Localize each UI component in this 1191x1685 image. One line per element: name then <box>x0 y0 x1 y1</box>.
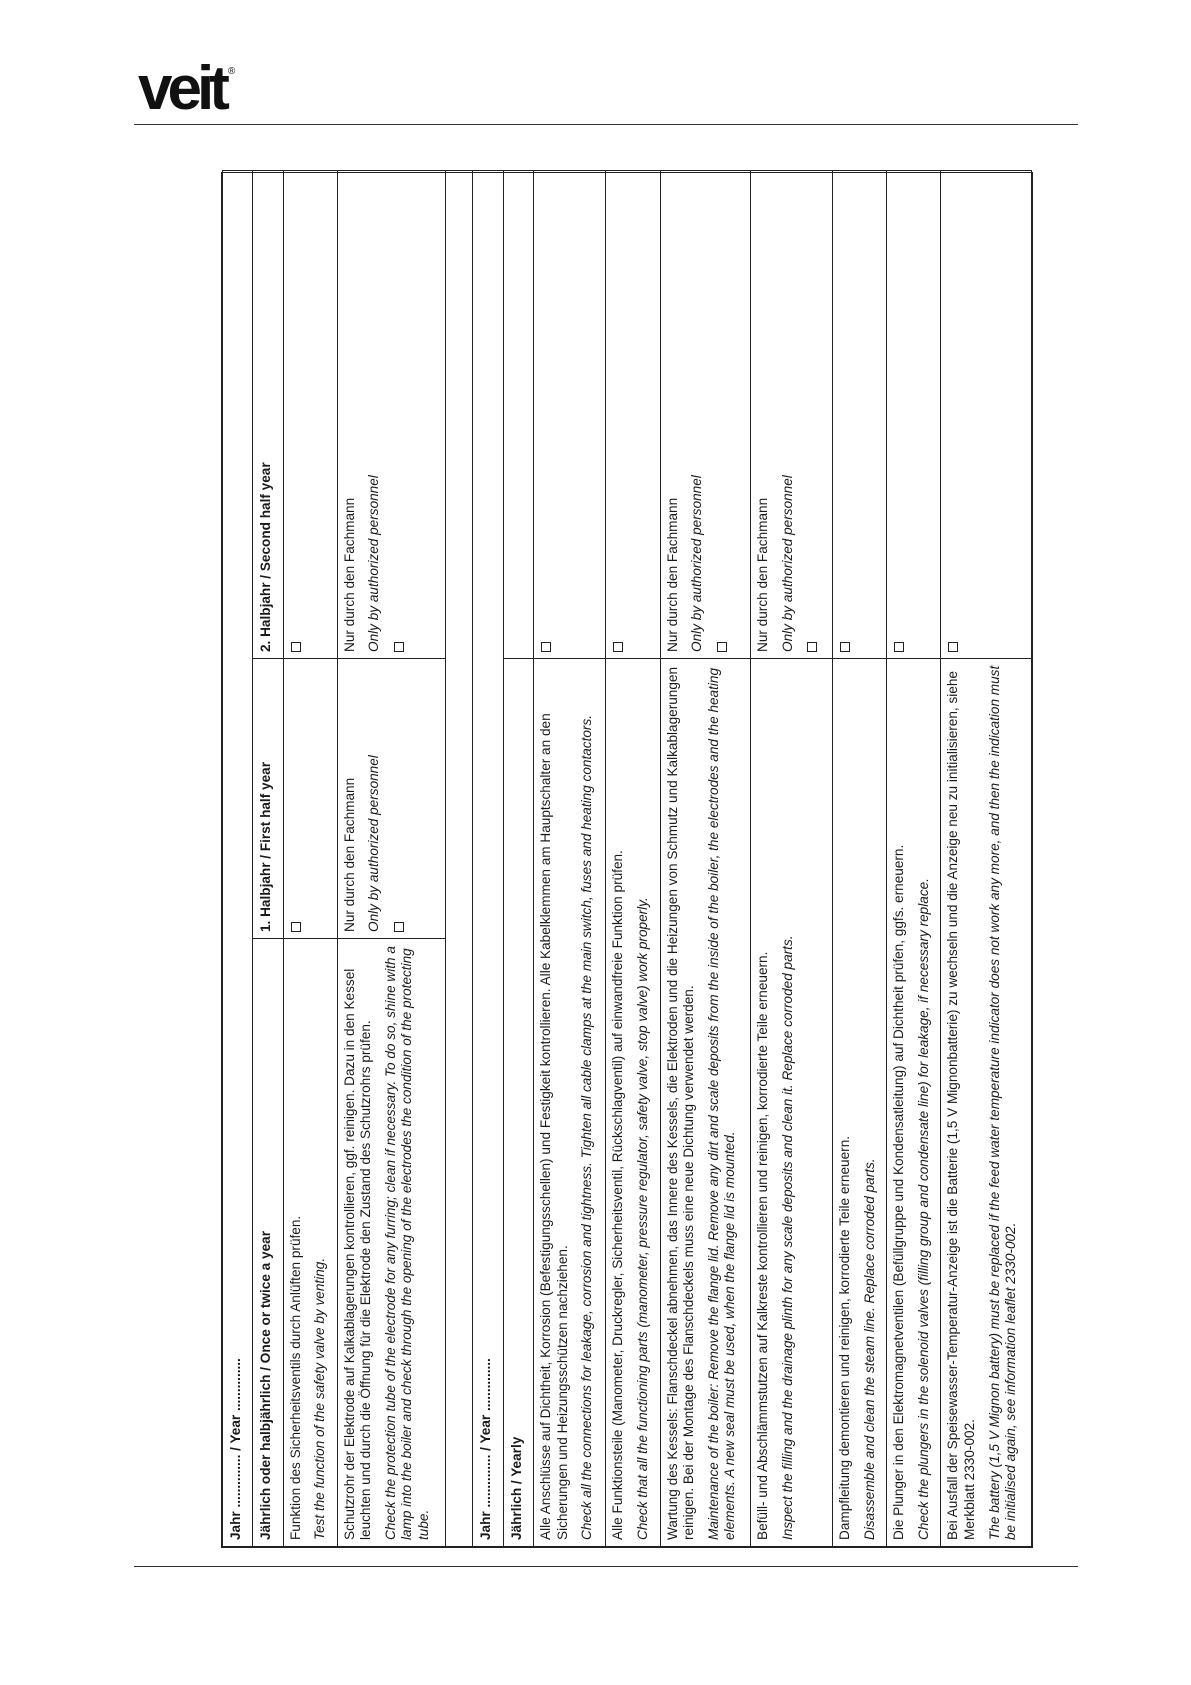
table-row <box>833 170 887 1546</box>
table-row <box>941 170 1032 1546</box>
first-half-cell <box>337 659 446 939</box>
personnel-de: Nur durch den Fachmann <box>341 777 357 932</box>
checkbox[interactable] <box>840 642 850 652</box>
task-de: Wartung des Kessels: Flanschdeckel abnehmen, das Innere des Kessels, die Elektroden und die Heizungen von Schmutz und Kalkablagerungen reinigen. Bei der Montage des Flanschdeckels muss eine neue Dichtung verwendet werden. <box>664 666 697 1540</box>
header-rule <box>134 124 1078 125</box>
task-cell <box>941 659 1032 1547</box>
task-cell <box>833 659 887 1547</box>
checkbox[interactable] <box>613 642 623 652</box>
personnel-de: Nur durch den Fachmann <box>341 497 357 652</box>
checkbox[interactable] <box>394 922 404 932</box>
registered-mark: ® <box>228 66 236 77</box>
personnel-en: Only by authorized personnel <box>689 475 705 652</box>
interval-heading: Jährlich oder halbjährlich / Once or twice a year <box>253 939 283 1547</box>
task-cell <box>283 939 337 1547</box>
table-header-row <box>253 170 283 1546</box>
task-de: Bei Ausfall der Speisewasser-Temperatur-Anzeige ist die Batterie (1,5 V Mignonbatterie) zu wechseln und die Anzeige neu zu initialisieren, siehe Merkblatt 2330-002. <box>945 671 977 1540</box>
footer-rule <box>134 1566 1078 1567</box>
task-en: Check the protection tube of the electrode for any furring; clean if necessary. To do so, shine with a lamp into the boiler and check through the opening of the electrodes the condition of the protecting tube. <box>382 946 432 1540</box>
veit-logo: veit <box>138 54 225 123</box>
interval-heading: Jährlich / Yearly <box>503 659 533 1547</box>
check-cell <box>606 170 660 658</box>
first-half-cell <box>283 659 337 939</box>
task-cell <box>606 659 660 1547</box>
check-cell <box>833 170 887 658</box>
col-first-half: 1. Halbjahr / First half year <box>253 659 283 939</box>
col-second-half: 2. Halbjahr / Second half year <box>253 170 283 658</box>
personnel-de: Nur durch den Fachmann <box>664 497 680 652</box>
table-row <box>887 170 941 1546</box>
checkbox[interactable] <box>807 642 817 652</box>
table-row <box>534 170 606 1546</box>
checkbox[interactable] <box>948 642 958 652</box>
year-row <box>473 170 503 1546</box>
check-cell <box>534 170 606 658</box>
task-en: Check the plungers in the solenoid valves (filling group and condensate line) for leakage, if necessary replace. <box>915 878 931 1540</box>
task-cell <box>337 939 446 1547</box>
task-cell <box>751 659 833 1547</box>
second-half-cell <box>337 170 446 658</box>
table-row <box>283 170 337 1546</box>
task-en: Check that all the functioning parts (manometer, pressure regulator, safety valve, stop valve) work properly. <box>635 897 651 1540</box>
task-cell <box>660 659 751 1547</box>
table-row <box>337 170 446 1546</box>
table-row <box>606 170 660 1546</box>
checkbox[interactable] <box>291 642 301 652</box>
personnel-en: Only by authorized personnel <box>366 755 382 932</box>
task-de: Alle Funktionsteile (Manometer, Druckregler, Sicherheitsventil, Rückschlagventil) auf einwandfreie Funktion prüfen. <box>610 850 626 1540</box>
task-en: Check all the connections for leakage, corrosion and tightness. Tighten all cable clamps at the main switch, fuses and heating contactors. <box>579 714 595 1540</box>
task-cell <box>887 659 941 1547</box>
task-en: The battery (1,5 V Mignon battery) must be replaced if the feed water temperature indicator does not work any more, and then the indication must be initialised again, see information leaflet 2330-002. <box>986 665 1019 1540</box>
task-de: Die Plunger in den Elektromagnetventilen (Befüllgruppe und Kondensatleitung) auf Dichtheit prüfen, ggfs. erneuern. <box>891 844 907 1540</box>
second-half-cell <box>283 170 337 658</box>
year-row <box>223 170 253 1546</box>
task-de: Alle Anschlüsse auf Dichtheit, Korrosion (Befestigungsschellen) und Festigkeit kontrollieren. Alle Kabelklemmen am Hauptschalter an den Sicherungen und Heizungsschützen nachziehen. <box>538 713 570 1540</box>
checkbox[interactable] <box>717 642 727 652</box>
header-blank <box>503 170 533 658</box>
personnel-en: Only by authorized personnel <box>779 475 795 652</box>
task-cell <box>534 659 606 1547</box>
year-label: Jahr .............. / Year .............. <box>473 170 503 1546</box>
checkbox[interactable] <box>291 922 301 932</box>
checkbox[interactable] <box>894 642 904 652</box>
checkbox[interactable] <box>541 642 551 652</box>
table-row <box>660 170 751 1546</box>
check-cell <box>751 170 833 658</box>
year-label: Jahr .............. / Year .............. <box>223 170 253 1546</box>
section-spacer <box>446 170 473 1546</box>
personnel-de: Nur durch den Fachmann <box>755 497 771 652</box>
check-cell <box>660 170 751 658</box>
personnel-en: Only by authorized personnel <box>366 475 382 652</box>
maintenance-table <box>221 172 1033 1548</box>
check-cell <box>887 170 941 658</box>
task-en: Maintenance of the boiler: Remove the flange lid. Remove any dirt and scale deposits from the inside of the boiler, the electrodes and the heating elements. A new seal must be used, when the flange lid is mounted. <box>705 667 738 1540</box>
check-cell <box>941 170 1032 658</box>
task-en: Disassemble and clean the steam line. Replace corroded parts. <box>861 1158 877 1540</box>
task-de: Dampfleitung demontieren und reinigen, korrodierte Teile erneuern. <box>837 1135 853 1540</box>
table-row <box>751 170 833 1546</box>
checkbox[interactable] <box>394 642 404 652</box>
task-de: Befüll- und Abschlämmstutzen auf Kalkreste kontrollieren und reinigen, korrodierte Teile erneuern. <box>755 951 771 1540</box>
task-de: Funktion des Sicherheitsventils durch Anlüften prüfen. <box>287 1215 303 1540</box>
table-header-row <box>503 170 533 1546</box>
task-de: Schutzrohr der Elektrode auf Kalkablagerungen kontrollieren, ggf. reinigen. Dazu in den Kessel leuchten und durch die Öffnung für die Elektrode den Zustand des Schutzrohrs prüfen. <box>341 968 374 1540</box>
task-en: Test the function of the safety valve by venting. <box>312 1257 328 1540</box>
task-en: Inspect the filling and the drainage plinth for any scale deposits and clean it. Replace corroded parts. <box>779 935 795 1540</box>
